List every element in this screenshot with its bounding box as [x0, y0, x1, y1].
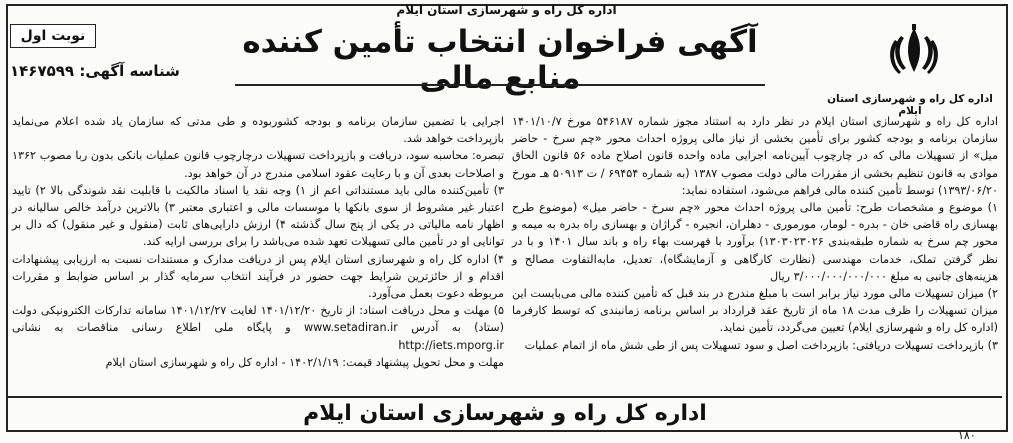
- paragraph-repayment-continued: اجرایی با تضمین سازمان برنامه و بودجه کشوربوده و طی مدتی که سازمان یاد شده اعلام می‌نماید بازپرداخت خواهد شد.: [12, 115, 504, 146]
- paragraph-financier-documents: ۳) تأمین‌کننده مالی باید مستنداتی اعم از ۱) وجه نقد یا اسناد مالکیت با قابلیت نقد شوندگی بالا ۲) تایید اعتبار غیر مشروط از سوی بانکها یا موسسات مالی و اعتباری معتبر ۳) بالاترین درآمد خالص سالیانه در اظهار نامه مالیاتی در یکی از پنج سال گذشته ۴) ارزش دارایی‌های ثابت (منقول و غیر منقول) که دال بر توانایی او در تأمین مالی تسهیلات تعهد شده می‌باشد را برای بررسی ارایه کند.: [12, 183, 505, 249]
- paragraph-item-3: ۳) بازپرداخت تسهیلات دریافتی: بازپرداخت اصل و سود تسهیلات پس از طی شش ماه از اتمام عملیات: [524, 338, 998, 352]
- text-column-right: [512, 113, 998, 354]
- emblem-organization-label: اداره کل راه و شهرسازی استان ایلام: [827, 93, 993, 117]
- ad-identifier: شناسه آگهی: ۱۴۶۷۵۹۹: [10, 62, 180, 80]
- text-column-left: [12, 113, 504, 371]
- paragraph-submission-deadline: مهلت و محل تحویل پیشنهاد قیمت: ۱۴۰۲/۱/۱۹ - اداره کل راه و شهرسازی استان ایلام: [105, 355, 504, 369]
- paragraph-item-1: ۱) موضوع و مشخصات طرح: تأمین مالی پروژه احداث محور «چم سرخ - حاضر میل» (موضوع طرح بهسازی راه قاضی خان - بدره - لومار، مورموری - دهلران، انجیره - گراژان و بهسازی راه بدره به میمه و محور چم سرخ به شماره طبقه‌بندی ۱۳۰۳۰۲۳۰۲۶) برآورد با فهرست بهاء راه و باند سال ۱۴۰۱ و با در نظر گرفتن تملک، خدمات مهندسی (نظارت کارگاهی و آزمایشگاه)، تعدیل، مابه‌التفاوت مصالح و هزینه‌های جانبی به مبلغ ۳/۰۰۰/۰۰۰/۰۰۰/۰۰۰ ریال: [512, 201, 999, 283]
- ad-footer-bar: [8, 396, 1002, 430]
- paragraph-intro: اداره کل راه و شهرسازی استان ایلام در نظر دارد به استناد مجوز شماره ۵۴۶۱۸۷ مورخ ۱۴۰۱/۱۰/۷ سازمان برنامه و بودجه کشور برای تأمین بخشی از نیاز مالی پروژه احداث محور «چم سرخ - حاضر میل» از تسهیلات مالی که در چارچوب آیین‌نامه اجرایی ماده واحده قانون اصلاح ماده ۵۶ قانون الحاق موادی به قانون تنظیم بخشی از مقررات مالی دولت مصوب ۱۳۸۷ (به شماره ۶۹۴۵۴ / ت ۵۰۹۱۳ هـ مورخ ۱۳۹۳/۰۶/۲۰) توسط تأمین کننده مالی فراهم می‌شود، استفاده نماید:: [512, 115, 999, 197]
- ad-title: آگهی فراخوان انتخاب تأمین کننده منابع مالی: [242, 24, 758, 96]
- iran-emblem-icon: [885, 22, 943, 80]
- title-divider: [235, 84, 765, 86]
- footer-organization: اداره کل راه و شهرسازی استان ایلام: [303, 401, 707, 426]
- paragraph-document-deadline: ۵) مهلت و محل دریافت اسناد: از تاریخ ۱۴۰۱/۱۲/۲۰ لغایت ۱۴۰۱/۱۲/۲۷ سامانه تدارکات الکترونیکی دولت (ستاد) به آدرس www.setadiran.ir و پایگاه ملی اطلاع رسانی مناقصات به نشانی http://iets.mporg.ir: [12, 304, 504, 352]
- paragraph-evaluation: ۴) اداره کل راه و شهرسازی استان ایلام پس از دریافت مدارک و مستندات نسبت به ارزیابی پیشنهادات اقدام و از حائزترین شرایط جهت حضور در فرآیند انتخاب سرمایه گذار بر اساس ضوابط و مقررات مربوطه دعوت بعمل می‌آورد.: [12, 252, 504, 301]
- organization-header: اداره کل راه و شهرسازی استان ایلام: [396, 3, 617, 17]
- paragraph-note: تبصره: محاسبه سود، دریافت و بازپرداخت تسهیلات درچارچوب قانون عملیات بانکی بدون ربا مصوب ۱۳۶۲ و اصلاحات بعدی آن و با رعایت عقود اسلامی مندرج در آن خواهد بود.: [12, 149, 504, 180]
- publication-round-badge: نوبت اول: [10, 24, 96, 48]
- page-number: ۱۸۰: [958, 429, 976, 442]
- paragraph-item-2: ۲) میزان تسهیلات مالی مورد نیاز برابر است با مبلغ مندرج در بند قبل که تأمین کننده مالی می‌بایست این میزان تسهیلات را ظرف مدت ۱۸ ماه از تاریخ عقد قرارداد بر اساس برنامه زمانبندی که توسط کارفرما (اداره کل راه و شهرسازی ایلام) تعیین می‌گردد، تأمین نماید.: [512, 287, 998, 335]
